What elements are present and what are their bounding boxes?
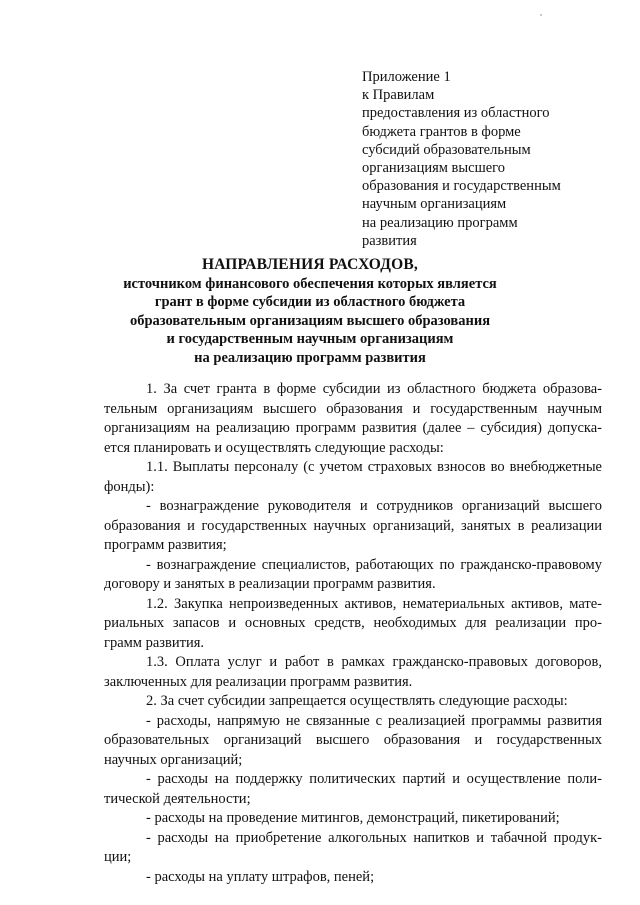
appendix-line: образования и государственным bbox=[362, 178, 561, 195]
body-line: образования и государственных научных организаций, занятых в реализации bbox=[104, 517, 602, 534]
body-line: научных организаций; bbox=[104, 751, 243, 768]
body-line: 1.3. Оплата услуг и работ в рамках гражданско-правовых договоров, bbox=[146, 654, 602, 670]
body-line: заключенных для реализации программ развития. bbox=[104, 673, 413, 690]
appendix-line: научным организациям bbox=[362, 196, 507, 213]
appendix-line: развития bbox=[362, 232, 417, 249]
document-title bbox=[90, 256, 530, 368]
title-line: источником финансового обеспечения которых является bbox=[123, 275, 497, 292]
title-main: НАПРАВЛЕНИЯ РАСХОДОВ, bbox=[202, 256, 418, 273]
title-line: образовательным организациям высшего образования bbox=[129, 312, 491, 329]
body-line: - расходы на поддержку политических партий и осуществление поли- bbox=[146, 771, 602, 787]
body-line: - расходы на проведение митингов, демонстраций, пикетирований; bbox=[146, 810, 560, 826]
body-line: фонды): bbox=[104, 478, 155, 495]
title-line: грант в форме субсидии из областного бюджета bbox=[154, 294, 466, 311]
body-line: образовательных организаций высшего образования и государственных bbox=[104, 732, 602, 748]
body-line: - расходы, напрямую не связанные с реализацией программы развития bbox=[146, 712, 602, 729]
body-line: - расходы на приобретение алкогольных напитков и табачной продук- bbox=[146, 829, 602, 846]
body-line: 1. За счет гранта в форме субсидии из областного бюджета образова- bbox=[146, 381, 602, 397]
title-line: на реализацию программ развития bbox=[194, 349, 426, 366]
body-line: - расходы на уплату штрафов, пеней; bbox=[146, 868, 375, 885]
body-line: организациям на реализацию программ развития (далее – субсидия) допуска- bbox=[104, 420, 602, 436]
appendix-line: Приложение 1 bbox=[362, 69, 451, 85]
body-line: 2. За счет субсидии запрещается осуществлять следующие расходы: bbox=[146, 693, 568, 709]
body-line: - вознаграждение специалистов, работающих по гражданско-правовому bbox=[146, 556, 602, 573]
scan-speck bbox=[540, 14, 542, 16]
title-line: и государственным научным организациям bbox=[166, 331, 454, 348]
body-line: ции; bbox=[104, 849, 132, 865]
appendix-line: бюджета грантов в форме bbox=[362, 123, 521, 140]
body-line: программ развития; bbox=[104, 537, 227, 553]
body-line: тической деятельности; bbox=[104, 790, 251, 807]
appendix-line: субсидий образовательным bbox=[362, 141, 531, 158]
body-line: - вознаграждение руководителя и сотрудников организаций высшего bbox=[146, 498, 602, 514]
appendix-line: предоставления из областного bbox=[362, 105, 550, 122]
appendix-header bbox=[362, 68, 612, 250]
appendix-line: на реализацию программ bbox=[362, 214, 518, 231]
body-line: тельным организациям высшего образования и государственным научным bbox=[104, 400, 602, 417]
document-body bbox=[104, 380, 602, 887]
body-line: 1.2. Закупка непроизведенных активов, нематериальных активов, мате- bbox=[146, 595, 602, 612]
appendix-line: к Правилам bbox=[362, 87, 435, 104]
body-line: ется планировать и осуществлять следующие расходы: bbox=[104, 439, 444, 456]
body-line: договору и занятых в реализации программ развития. bbox=[104, 576, 436, 592]
body-line: риальных запасов и основных средств, необходимых для реализации про- bbox=[104, 615, 602, 631]
body-line: грамм развития. bbox=[104, 634, 205, 651]
body-line: 1.1. Выплаты персоналу (с учетом страховых взносов во внебюджетные bbox=[146, 459, 602, 475]
appendix-line: организациям высшего bbox=[362, 160, 506, 177]
